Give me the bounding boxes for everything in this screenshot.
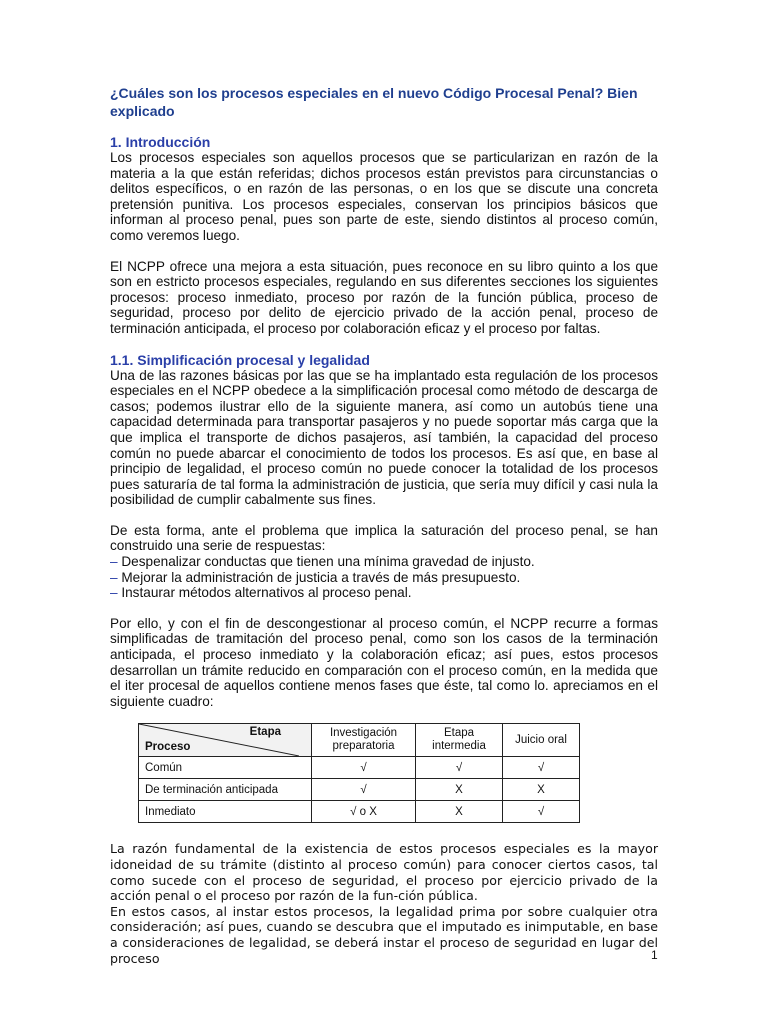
table-cell: √ [312, 779, 416, 801]
table-cell: X [416, 779, 503, 801]
table-cell: √ [503, 801, 580, 823]
paragraph-legalidad: En estos casos, al instar estos procesos, la legalidad prima por sobre cualquier otra consideración; así pues, cuando se descubra que el imputado es inimputable, en base a consideraciones de legalidad, se deberá instar el proceso de seguridad en lugar del proceso [110, 903, 658, 966]
table-row [139, 779, 580, 801]
paragraph-simplificacion-2: De esta forma, ante el problema que implica la saturación del proceso penal, se han construido una serie de respuestas: [110, 522, 658, 554]
corner-label-etapa: Etapa [249, 726, 281, 739]
row-label: Inmediato [139, 801, 312, 823]
page-number: 1 [651, 948, 658, 962]
paragraph-razon-fundamental: La razón fundamental de la existencia de estos procesos especiales es la mayor idoneidad de su trámite (distinto al proceso común) para conocer ciertos casos, tal como sucede con el proceso de seguridad, el proceso por ejercicio privado de la acción penal o el proceso por razón de la fun-ción pública. [110, 841, 658, 904]
table-corner-cell [139, 724, 312, 757]
paragraph-intro-2: El NCPP ofrece una mejora a esta situación, pues reconoce en su libro quinto a los que son en estricto procesos especiales, regulando en sus diferentes secciones los siguientes procesos: proceso inmediato, proceso por razón de la función pública, proceso de seguridad, proceso por delito de ejercicio privado de la acción penal, proceso de terminación anticipada, el proceso por colaboración eficaz y el proceso por faltas. [110, 258, 658, 336]
heading-introduccion: 1. Introducción [110, 134, 211, 150]
table-header-row [139, 724, 580, 757]
list-item: – Instaurar métodos alternativos al proceso penal. [110, 585, 658, 601]
column-header: Juicio oral [503, 724, 580, 757]
paragraph-simplificacion-3: Por ello, y con el fin de descongestionar al proceso común, el NCPP recurre a formas simplificadas de tramitación del proceso penal, como son los casos de la terminación anticipada, el proceso inmediato y la colaboración eficaz; así pues, estos procesos desarrollan un trámite reducido en comparación con el proceso común, en la medida que el iter procesal de aquellos contiene menos fases que éste, tal como lo. apreciamos en el siguiente cuadro: [110, 615, 658, 709]
table-cell: X [416, 801, 503, 823]
column-header: Investigación preparatoria [312, 724, 416, 757]
table-row [139, 801, 580, 823]
row-label: De terminación anticipada [139, 779, 312, 801]
table-cell: X [503, 779, 580, 801]
heading-simplificacion: 1.1. Simplificación procesal y legalidad [110, 351, 370, 368]
list-item: – Despenalizar conductas que tienen una mínima gravedad de injusto. [110, 554, 658, 570]
process-stage-table [138, 723, 580, 823]
document-title: ¿Cuáles son los procesos especiales en el nuevo Código Procesal Penal? Bien explicado [110, 85, 638, 119]
list-item: – Mejorar la administración de justicia a través de más presupuesto. [110, 570, 658, 586]
table-row [139, 757, 580, 779]
table-cell: √ o X [312, 801, 416, 823]
table-cell: √ [416, 757, 503, 779]
document-page [110, 84, 658, 966]
column-header: Etapa intermedia [416, 724, 503, 757]
table-cell: √ [503, 757, 580, 779]
table-cell: √ [312, 757, 416, 779]
corner-label-proceso: Proceso [145, 741, 191, 754]
response-list [110, 554, 658, 601]
row-label: Común [139, 757, 312, 779]
paragraph-simplificacion-1: Una de las razones básicas por las que se ha implantado esta regulación de los procesos especiales en el NCPP obedece a la simplificación procesal como método de descarga de casos; podemos ilustrar ello de la siguiente manera, así como un autobús tiene una capacidad determinada para transportar pasajeros y no puede soportar más carga que la que implica el transporte de dichos pasajeros, así también, la capacidad del proceso común no puede abarcar el conocimiento de todos los procesos. Es así que, en base al principio de legalidad, el proceso común no puede conocer la totalidad de los procesos pues saturaría de tal forma la administración de justicia, que sería muy difícil y casi nula la posibilidad de cumplir cabalmente sus fines. [110, 367, 658, 508]
paragraph-intro-1: Los procesos especiales son aquellos procesos que se particularizan en razón de la materia a la que están referidas; dichos procesos están previstos para circunstancias o delitos específicos, o en razón de las personas, o en los que se discute una concreta pretensión punitiva. Los procesos especiales, conservan los principios básicos que informan al proceso penal, pues son parte de este, siendo distintos al proceso común, como veremos luego. [110, 150, 658, 243]
